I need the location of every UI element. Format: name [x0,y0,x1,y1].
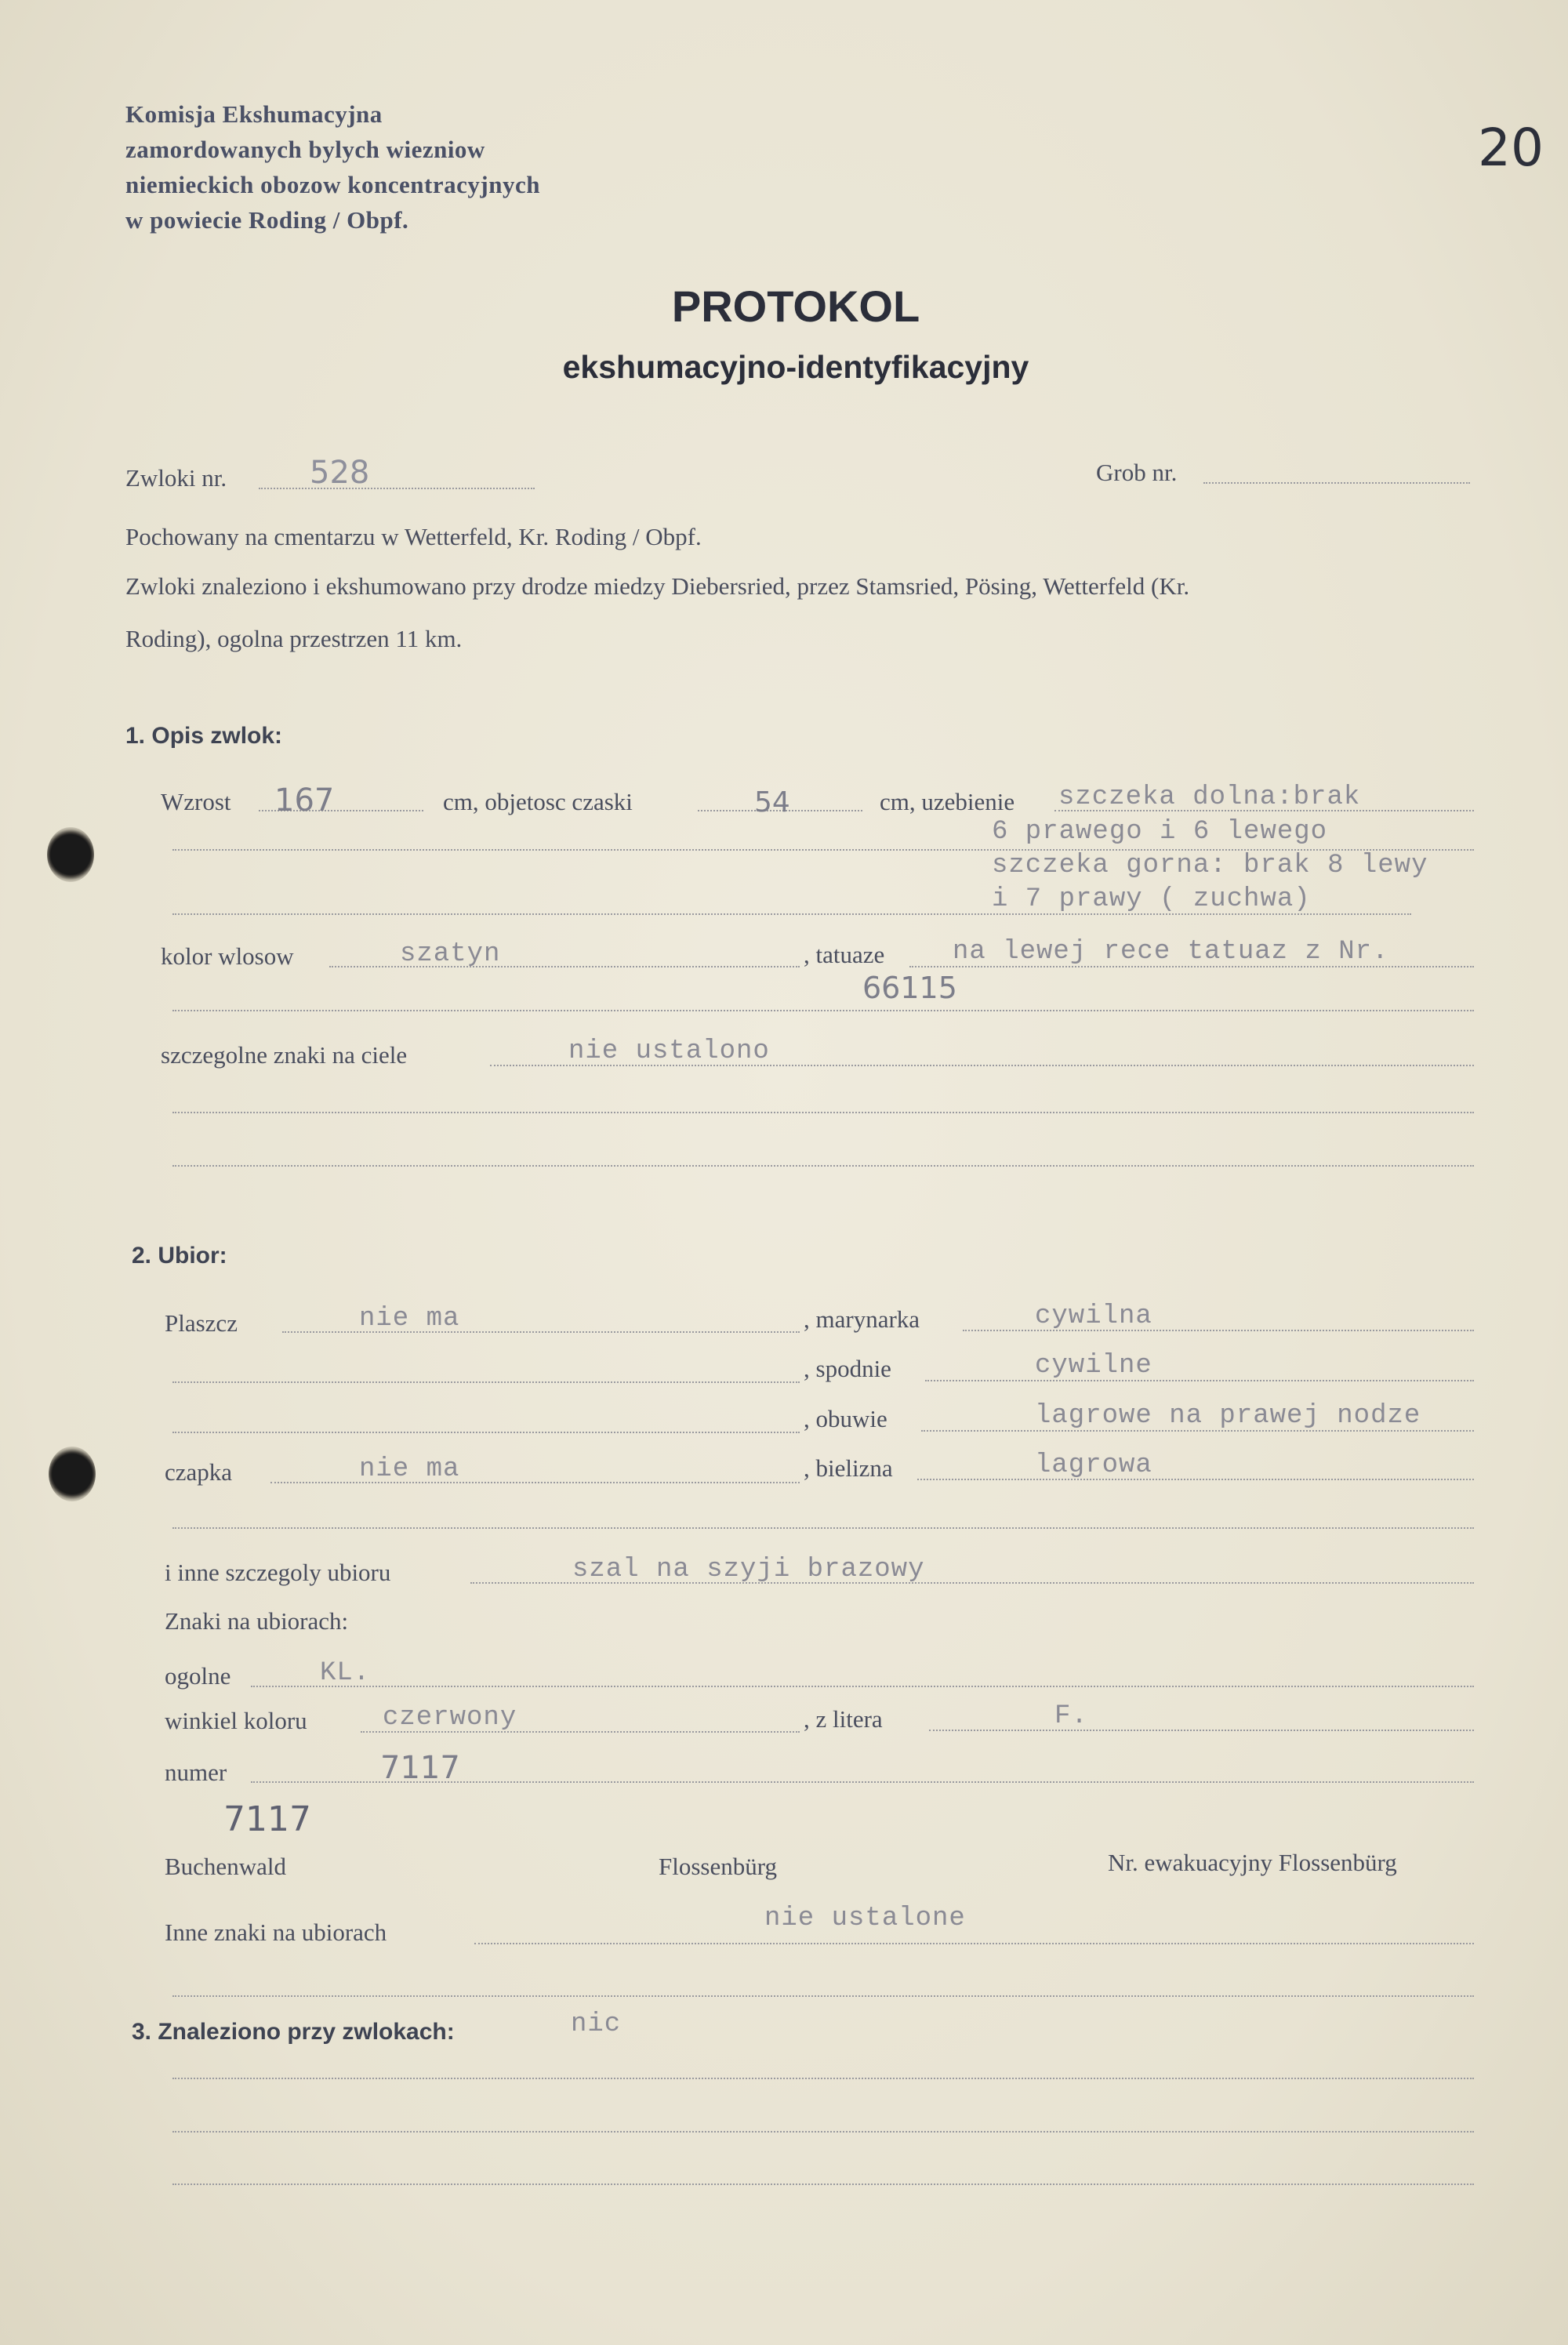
commission-header [125,96,540,238]
height-label: Wzrost [161,788,231,815]
trousers-value: cywilne [1035,1351,1152,1381]
section-2-heading: 2. Ubior: [132,1243,227,1269]
other-clothing-marks-value: nie ustalone [764,1904,966,1933]
punch-hole-top [47,827,94,882]
number-value: 7117 [380,1750,460,1786]
document-title: PROTOKOL [671,281,920,331]
height-value: 167 [274,782,335,819]
tattoo-value: na lewej rece tatuaz z Nr. [953,937,1389,967]
winkel-color-value: czerwony [383,1703,517,1733]
trousers-label: , spodnie [804,1355,891,1382]
header-line-3: niemieckich obozow koncentracyjnych [125,171,540,198]
coat-value: nie ma [359,1304,460,1334]
corpse-number-value: 528 [310,455,370,491]
underwear-value: lagrowa [1035,1450,1152,1480]
buchenwald-label: Buchenwald [165,1853,286,1880]
page-number: 20 [1478,118,1544,178]
found-text-line-2: Roding), ogolna przestrzen 11 km. [125,625,463,652]
grave-number-label: Grob nr. [1096,459,1178,486]
tattoo-number: 66115 [862,971,957,1005]
header-line-2: zamordowanych bylych wiezniow [125,136,485,163]
number-label: numer [165,1759,227,1786]
evacuation-number-label: Nr. ewakuacyjny Flossenbürg [1108,1849,1397,1876]
cap-value: nie ma [359,1454,460,1484]
letter-label: , z litera [804,1705,883,1733]
general-marks-label: ogolne [165,1662,231,1690]
skull-value: 54 [754,786,790,819]
section-1-heading: 1. Opis zwlok: [125,723,283,749]
flossenburg-label: Flossenbürg [659,1853,778,1880]
handwritten-prisoner-number: 7117 [223,1799,311,1839]
hair-color-label: kolor wlosow [161,942,294,970]
other-clothing-marks-label: Inne znaki na ubiorach [165,1918,387,1946]
teeth-line-2: 6 prawego i 6 lewego [992,817,1328,847]
section-3-heading: 3. Znaleziono przy zwlokach: [132,2019,455,2045]
document-subtitle: ekshumacyjno-identyfikacyjny [562,349,1029,385]
shoes-label: , obuwie [804,1405,887,1432]
teeth-line-3: szczeka gorna: brak 8 lewy [992,851,1428,880]
underwear-label: , bielizna [804,1454,893,1482]
cap-label: czapka [165,1458,233,1486]
tattoo-label: , tatuaze [804,941,885,968]
burial-text: Pochowany na cmentarzu w Wetterfeld, Kr. Roding / Obpf. [125,523,702,550]
header-line-1: Komisja Ekshumacyjna [125,100,383,128]
cm-skull-label: cm, objetosc czaski [443,788,633,815]
coat-label: Plaszcz [165,1309,238,1337]
punch-hole-bottom [49,1447,96,1501]
letter-value: F. [1054,1701,1088,1731]
header-line-4: w powiecie Roding / Obpf. [125,206,409,234]
general-marks-value: KL. [320,1658,371,1688]
special-marks-value: nie ustalono [568,1036,770,1066]
found-text-line-1: Zwloki znaleziono i ekshumowano przy drodze miedzy Diebersried, przez Stamsried, Pösing, Wetterfeld (Kr. [125,572,1190,600]
winkel-color-label: winkiel koloru [165,1707,307,1734]
cm-teeth-label: cm, uzebienie [880,788,1015,815]
shoes-value: lagrowe na prawej nodze [1035,1401,1421,1431]
clothing-marks-heading: Znaki na ubiorach: [165,1607,349,1635]
corpse-number-label: Zwloki nr. [125,464,227,492]
other-clothing-label: i inne szczegoly ubioru [165,1559,391,1586]
special-marks-label: szczegolne znaki na ciele [161,1041,408,1069]
jacket-value: cywilna [1035,1301,1152,1331]
hair-color-value: szatyn [400,939,501,969]
found-items-value: nic [571,2009,622,2039]
teeth-line-4: i 7 prawy ( zuchwa) [992,884,1311,914]
teeth-line-1: szczeka dolna:brak [1058,782,1361,812]
jacket-label: , marynarka [804,1305,920,1333]
other-clothing-value: szal na szyji brazowy [572,1555,925,1585]
